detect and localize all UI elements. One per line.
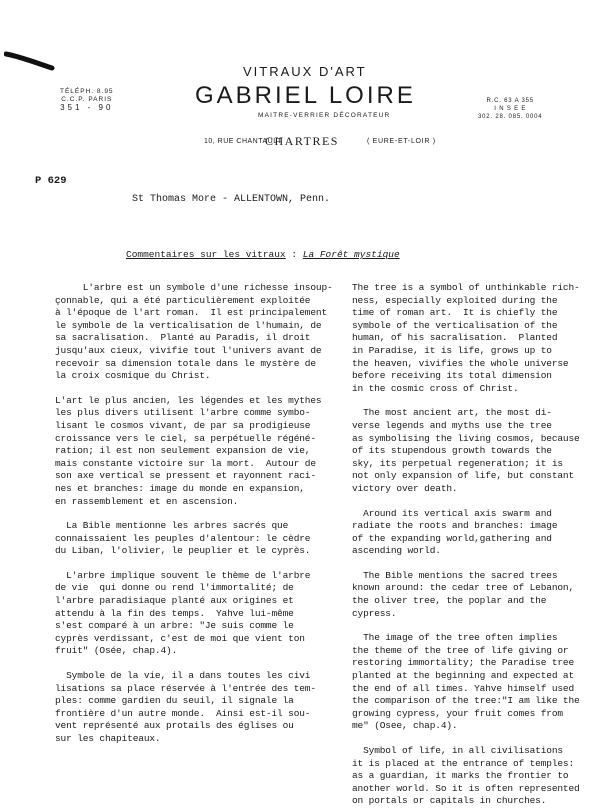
english-text-line: growing cypress, your fruit comes from (352, 707, 563, 719)
english-text-line: victory over death. (352, 482, 458, 494)
french-text-line: L'art le plus ancien, les légendes et les mythes (55, 394, 322, 406)
english-text-line: me" (Osee, chap.4). (352, 720, 458, 732)
letterhead-profession: MAITRE-VERRIER DÉCORATEUR (258, 112, 391, 119)
letterhead-city: CHARTRES (265, 134, 339, 148)
heading-separator: : (285, 249, 303, 260)
english-text-line: in Paradise, it is life, grows up to (352, 344, 552, 356)
pen-stroke-mark (4, 44, 56, 74)
french-text-line: L'arbre est un symbole d'une richesse insoup- (55, 282, 333, 293)
french-text-line: croissance vers le ciel, sa perpétuelle régéné- (55, 432, 316, 444)
english-text-line: the end of all times. Yahve himself used (352, 682, 575, 694)
english-text-line: Around its vertical axis swarm and (352, 507, 552, 519)
english-text-line: The Bible mentions the sacred trees (352, 569, 558, 581)
english-text-line: ascending world. (352, 545, 441, 557)
english-text-line: Symbol of life, in all civilisations (352, 745, 563, 756)
english-text-line: The image of the tree often implies (352, 632, 558, 644)
french-text-line: s'est comparé à un arbre: "Je suis comme le (55, 620, 294, 632)
french-paragraph (55, 670, 345, 746)
english-text-line: the heaven, vivifies the whole universe (352, 357, 569, 369)
letterhead-phone-block (60, 88, 114, 112)
english-text-line: of the expanding world,gathering and (352, 532, 552, 544)
heading-prefix: Commentaires sur les vitraux (126, 249, 286, 260)
english-text-line: ness, especially exploited during the (352, 294, 558, 306)
paragraph-gap (352, 496, 610, 508)
english-text-line: as symbolising the living cosmos, because (352, 432, 580, 444)
french-text-line: frontière d'un autre monde. Ainsi est-il sou- (55, 707, 311, 719)
french-text-line: sa sacralisation. Planté au Paradis, il droit (55, 332, 311, 344)
french-text-line: vent représenté aux protails des églises ou (55, 720, 294, 732)
english-text-line: the comparison of the tree:"I am like the (352, 695, 580, 707)
rc-line: R.C. 63 A 355 (486, 98, 534, 104)
french-text-line: mais constante victoire sur la mort. Autour de (55, 457, 316, 469)
french-text-line: ples: comme gardien du seuil, il signale la (55, 695, 294, 707)
french-paragraph (55, 520, 345, 558)
french-text-line: sur les chapiteaux. (55, 733, 161, 744)
paragraph-gap (55, 558, 345, 570)
english-text-line: it is placed at the entrance of temples: (352, 757, 575, 769)
english-paragraph (352, 282, 610, 395)
paragraph-gap (352, 620, 610, 632)
english-text-line: another world. So it is often represented (352, 782, 580, 794)
english-text-line: restoring immortality; the Paradise tree (352, 657, 575, 669)
english-paragraph (352, 407, 610, 495)
english-text-line: not only expansion of life, but constant (352, 470, 575, 482)
french-text-line: en rassemblement et en ascension. (55, 495, 239, 507)
english-text-line: the theme of the tree of life giving or (352, 644, 569, 656)
french-text-line: recevoir sa dimension totale dans le mystère de (55, 357, 316, 369)
english-text-line: known around: the cedar tree of Lebanon, (352, 582, 575, 594)
french-text-line: Symbole de la vie, il a dans toutes les civi (55, 670, 311, 682)
english-text-line: in the cosmic cross of Christ. (352, 382, 519, 394)
french-text-line: cyprès verdissant, c'est de moi que vient ton (55, 632, 305, 644)
french-text-line: l'arbre paradisiaque planté aux origines et (55, 595, 294, 607)
french-text-line: la croix cosmique du Christ. (55, 370, 211, 382)
french-text-line: çonnable, qui a été particulièrement exploitée (55, 294, 311, 306)
english-text-line: verse legends and myths use the tree (352, 419, 552, 431)
paragraph-gap (352, 733, 610, 745)
insee-line: I N S E E (494, 106, 527, 112)
french-text-line: fruit" (Osée, chap.4). (55, 645, 178, 657)
english-text-line: planted at the beginning and expected at (352, 670, 575, 682)
ccp-line: C.C.P. PARIS (61, 96, 113, 103)
english-text-line: radiate the roots and branches: image (352, 520, 558, 532)
english-text-line: sky, its perpetual regeneration; it is (352, 457, 563, 469)
english-paragraph (352, 508, 610, 558)
paragraph-gap (55, 508, 345, 520)
english-text-line: on portals or capitals in churches. (352, 795, 547, 807)
english-paragraph (352, 745, 610, 808)
french-text-line: lisant le cosmos vivant, de par sa prodigieuse (55, 419, 311, 431)
english-paragraph (352, 570, 610, 620)
recipient-line: St Thomas More - ALLENTOWN, Penn. (132, 194, 331, 205)
paragraph-gap (55, 658, 345, 670)
insee-number-line: 302. 28. 085. 0004 (478, 114, 543, 120)
paragraph-gap (352, 395, 610, 407)
english-text-line: The most ancient art, the most di- (352, 407, 552, 419)
ccp-number-line: 351 - 90 (60, 103, 114, 112)
english-text-line: as a guardian, it marks the frontier to (352, 770, 569, 782)
french-paragraph (55, 395, 345, 508)
french-text-line: attendu à la fin des temps. Yahve lui-même (55, 607, 294, 619)
french-text-line: le symbole de la verticalisation de l'humain, de (55, 319, 322, 331)
reference-number: P 629 (35, 175, 67, 187)
phone-line: TÉLÉPH. 8.95 (60, 88, 114, 95)
french-text-line: les plus divers utilisent l'arbre comme symbo- (55, 407, 311, 419)
french-text-line: La Bible mentionne les arbres sacrés que (55, 520, 289, 532)
letterhead-company-line: VITRAUX D'ART (243, 64, 367, 79)
english-text-column (352, 282, 610, 808)
french-text-line: ration; il est non seulement expansion de vie, (55, 445, 311, 457)
french-text-line: à l'époque de l'art roman. Il est principalement (55, 307, 327, 319)
document-heading (126, 249, 400, 260)
english-text-line: time of roman art. It is chiefly the (352, 307, 558, 319)
paragraph-gap (55, 383, 345, 395)
french-paragraph (55, 282, 345, 383)
french-text-line: son axe vertical se pressent et rayonnent raci- (55, 470, 316, 482)
english-text-line: symbole of the verticalisation of the (352, 319, 558, 331)
french-paragraph (55, 570, 345, 658)
french-text-line: jusqu'aux cieux, vivifie tout l'univers avant de (55, 344, 322, 356)
letterhead-name: GABRIEL LOIRE (195, 82, 416, 109)
english-text-line: cypress. (352, 607, 397, 619)
french-text-line: nes et branches: image du monde en expansion, (55, 482, 305, 494)
english-text-line: the oliver tree, the poplar and the (352, 595, 547, 607)
english-text-line: The tree is a symbol of unthinkable rich- (352, 282, 580, 293)
french-text-line: de vie qui donne ou rend l'immortalité; de (55, 582, 294, 594)
english-text-line: before receiving its total dimension (352, 370, 552, 382)
english-paragraph (352, 632, 610, 733)
heading-title: La Forêt mystique (302, 249, 400, 260)
french-text-line: L'arbre implique souvent le thème de l'arbre (55, 569, 311, 581)
letterhead-address: 10, RUE CHANTAULT (204, 138, 282, 145)
english-text-line: human, of his sacralisation. Planted (352, 332, 558, 344)
english-text-line: of its stupendous growth towards the (352, 445, 552, 457)
french-text-line: du Liban, l'olivier, le peuplier et le cyprès. (55, 545, 311, 557)
paragraph-gap (352, 558, 610, 570)
letterhead-registry-block (478, 97, 542, 121)
french-text-column (55, 282, 345, 746)
french-text-line: lisations sa place réservée à l'entrée des tem- (55, 682, 316, 694)
french-text-line: connaissaient les peuples d'alentour: le cèdre (55, 532, 311, 544)
letterhead-region: ( EURE-ET-LOIR ) (367, 138, 436, 145)
